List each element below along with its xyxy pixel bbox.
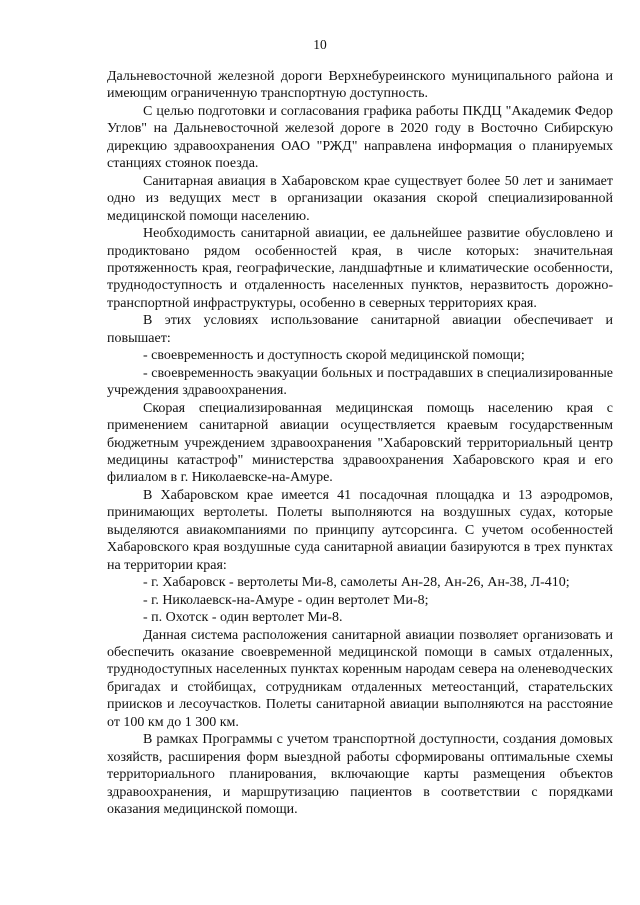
list-item-okhotsk: - п. Охотск - один вертолет Ми-8. <box>143 610 343 626</box>
paragraph-benefits-intro: В этих условиях использование санитарной авиации обеспечивает и повышает: <box>107 313 613 346</box>
list-item-timeliness: - своевременность и доступность скорой медицинской помощи; <box>143 348 525 364</box>
paragraph-air-ambulance-history: Санитарная авиация в Хабаровском крае существует более 50 лет и занимает одно из ведущих мест в организации оказания скорой специализированной медицинской помощи населению. <box>107 173 613 224</box>
list-item-khabarovsk: - г. Хабаровск - вертолеты Ми-8, самолеты Ан-28, Ан-26, Ан-38, Л-410; <box>143 575 570 591</box>
document-body <box>107 68 613 818</box>
list-item-evacuation: - своевременность эвакуации больных и пострадавших в специализированные учреждения здравоохранения. <box>107 365 613 399</box>
paragraph-train-schedule: С целью подготовки и согласования графика работы ПКДЦ "Академик Федор Углов" на Дальневосточной железой дороге в 2020 году в Восточно Сибирскую дирекцию здравоохранения ОАО "РЖД" направлена информация о планируемых станциях стоянок поезда. <box>107 103 613 172</box>
paragraph-program-planning: В рамках Программы с учетом транспортной доступности, создания домовых хозяйств, расширения форм выездной работы сформированы оптимальные схемы территориального планирования, включающие карты размещения объектов здравоохранения, и маршрутизацию пациентов в соответствии с порядками оказания медицинской помощи. <box>107 732 613 818</box>
paragraph-development-need: Необходимость санитарной авиации, ее дальнейшее развитие обусловлено и продиктовано рядом особенностей края, в числе которых: значительная протяженность края, географические, ландшафтные и климатические особенности, труднодоступность и отдаленность населенных пунктов, неразвитость дорожно-транспортной инфраструктуры, особенно в северных территориях края. <box>107 226 613 311</box>
page-number: 10 <box>313 37 327 52</box>
paragraph-system-benefits: Данная система расположения санитарной авиации позволяет организовать и обеспечить оказание своевременной медицинской помощи в самых отдаленных, труднодоступных населенных пунктах коренным народам севера на оленеводческих бригадах и стойбищах, сотрудникам отдаленных метеостанций, старательских приисков и лесоучастков. Полеты санитарной авиации выполняются на расстояние от 100 км до 1 300 км. <box>107 627 613 730</box>
paragraph-continuation: Дальневосточной железной дороги Верхнебуреинского муниципального района и имеющим ограниченную транспортную доступность. <box>107 69 613 102</box>
list-item-nikolaevsk: - г. Николаевск-на-Амуре - один вертолет Ми-8; <box>143 592 429 608</box>
paragraph-landing-sites: В Хабаровском крае имеется 41 посадочная площадка и 13 аэродромов, принимающих вертолеты. Полеты выполняются на воздушных судах, которые выделяются авиакомпаниями по принципу аутсорсинга. С учетом особенностей Хабаровского края воздушные суда санитарной авиации базируются в трех пунктах на территории края: <box>107 487 613 573</box>
paragraph-specialized-care: Скорая специализированная медицинская помощь населению края с применением санитарной авиации осуществляется краевым государственным бюджетным учреждением здравоохранения "Хабаровский территориальный центр медицины катастроф" министерства здравоохранения Хабаровского края и его филиалом в г. Николаевске-на-Амуре. <box>107 400 613 486</box>
